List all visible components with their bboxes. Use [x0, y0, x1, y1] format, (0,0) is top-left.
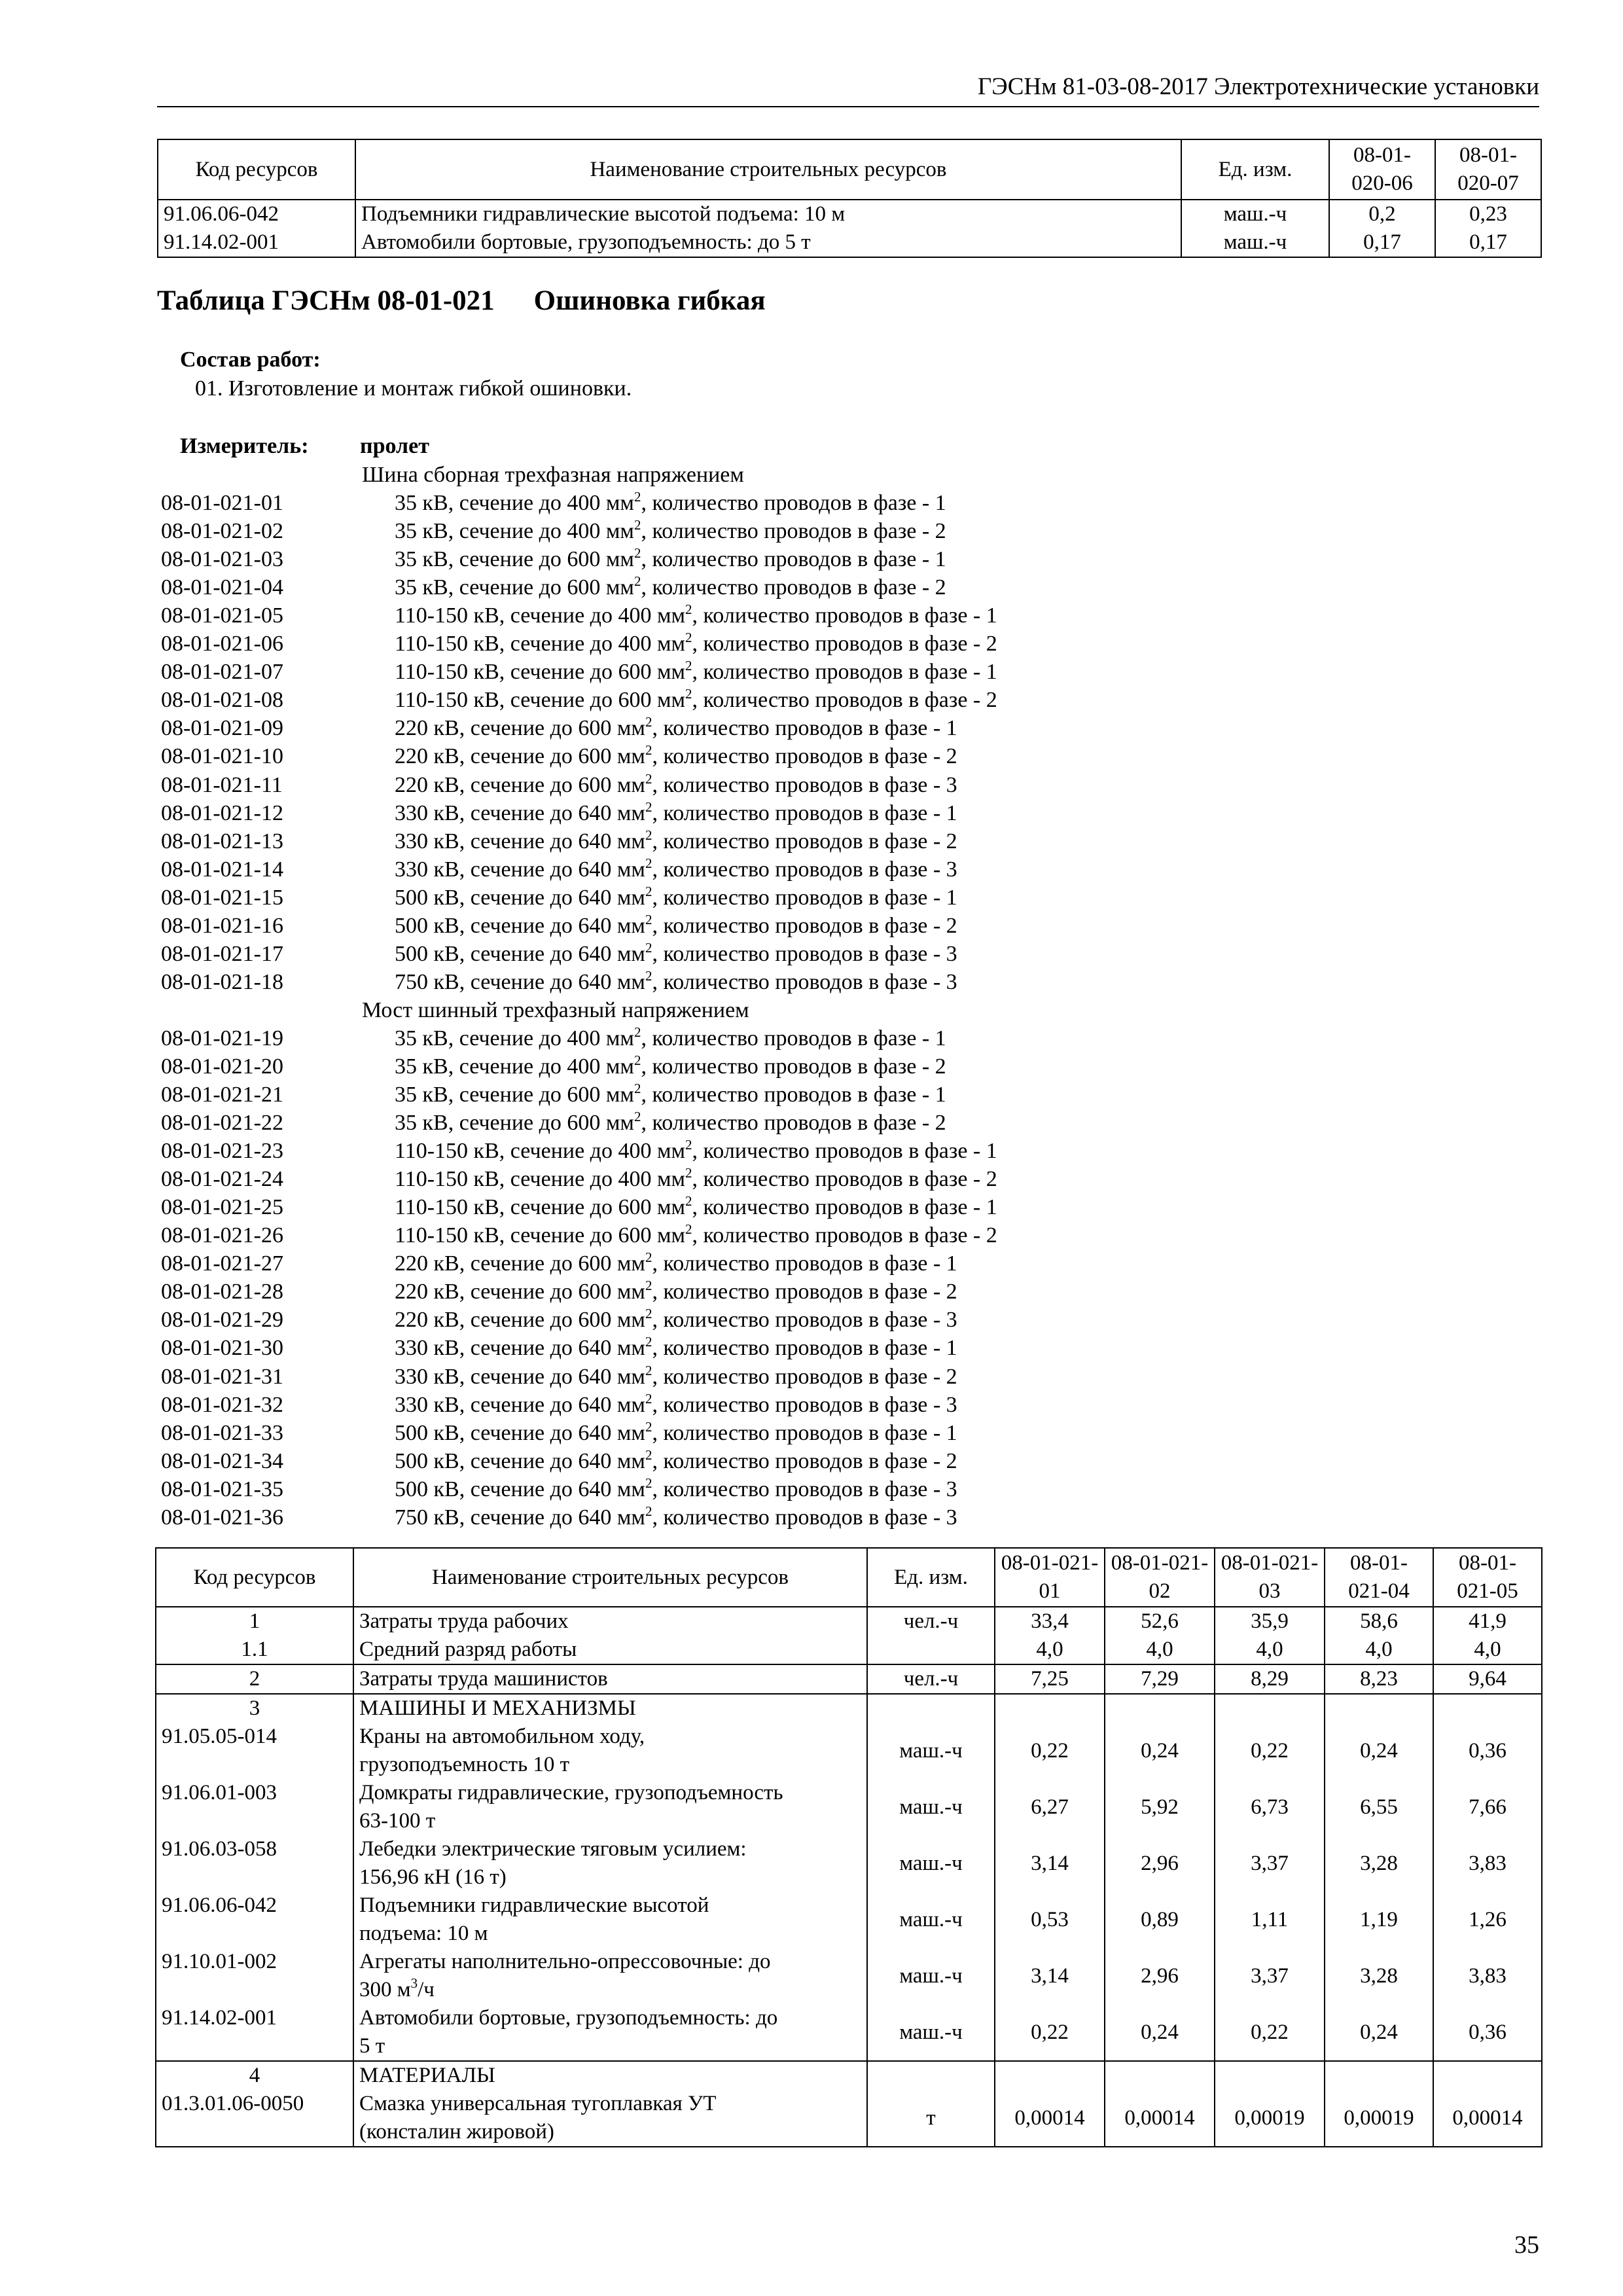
- list-item: [161, 1363, 1535, 1391]
- list-item: [161, 1052, 1535, 1081]
- resource-code: 91.06.03-058: [156, 1835, 353, 1892]
- resource-name: Лебедки электрические тяговым усилием: 156,96 кН (16 т): [353, 1835, 867, 1892]
- col-header-08-01-020-07: 08-01-020-07: [1435, 139, 1541, 200]
- list-item: [161, 1165, 1535, 1193]
- resource-unit: чел.-ч: [867, 1607, 995, 1636]
- value-cell: 9,64: [1433, 1664, 1542, 1694]
- resource-name: Домкраты гидравлические, грузоподъемность 63-100 т: [353, 1779, 867, 1835]
- list-item: [161, 517, 1535, 545]
- list-item: [161, 799, 1535, 827]
- value-cell: 58,6: [1325, 1607, 1433, 1636]
- list-item: [161, 714, 1535, 742]
- resource-code: 1.1: [156, 1636, 353, 1664]
- value-cell: 0,22: [1215, 1723, 1325, 1779]
- page-number: 35: [1514, 2231, 1539, 2259]
- value-cell: 5,92: [1105, 1779, 1215, 1835]
- table-row: [156, 1723, 1542, 1779]
- table-row: [158, 200, 1541, 228]
- norm-code: 08-01-021-15: [161, 885, 283, 910]
- value-cell: 3,28: [1325, 1948, 1433, 2004]
- list-item: [161, 912, 1535, 940]
- list-item: [161, 601, 1535, 630]
- norm-description: 750 кВ, сечение до 640 $мм^2$, количество проводов в фазе - 3: [395, 967, 957, 994]
- norm-code: 08-01-021-32: [161, 1392, 283, 1417]
- norm-description: 500 кВ, сечение до 640 $мм^2$, количество проводов в фазе - 2: [395, 1446, 957, 1473]
- resource-name: Автомобили бортовые, грузоподъемность: до 5 т: [353, 2004, 867, 2061]
- norm-code: 08-01-021-13: [161, 829, 283, 853]
- value-cell: 0,00014: [1433, 2090, 1542, 2147]
- list-item: [161, 1391, 1535, 1419]
- list-item: [161, 1419, 1535, 1447]
- resource-unit: маш.-ч: [867, 2004, 995, 2061]
- norm-code: 08-01-021-27: [161, 1251, 283, 1276]
- value-cell: 0,17: [1435, 228, 1541, 257]
- list-item: [161, 1193, 1535, 1221]
- value-cell: 33,4: [995, 1607, 1105, 1636]
- list-item: [161, 940, 1535, 968]
- norm-description: 330 кВ, сечение до 640 $мм^2$, количество проводов в фазе - 1: [395, 798, 957, 825]
- resource-unit: т: [867, 2090, 995, 2147]
- value-cell: 4,0: [1325, 1636, 1433, 1664]
- norm-description: 330 кВ, сечение до 640 $мм^2$, количество проводов в фазе - 2: [395, 1362, 957, 1389]
- value-cell: 3,83: [1433, 1948, 1542, 2004]
- value-cell: 0,2: [1329, 200, 1435, 228]
- list-item: [161, 489, 1535, 517]
- resource-unit: [867, 1636, 995, 1664]
- value-cell: 6,27: [995, 1779, 1105, 1835]
- group-title-text: Шина сборная трехфазная напряжением: [362, 463, 744, 487]
- resource-code: 91.06.06-042: [156, 1892, 353, 1948]
- norm-code: 08-01-021-04: [161, 575, 283, 600]
- norm-description: 35 кВ, сечение до 400 $мм^2$, количество проводов в фазе - 2: [395, 1052, 946, 1079]
- norm-code: 08-01-021-05: [161, 603, 283, 628]
- value-cell: 0,89: [1105, 1892, 1215, 1948]
- list-item: [161, 771, 1535, 799]
- norm-code: 08-01-021-09: [161, 716, 283, 741]
- value-cell: 4,0: [1105, 1636, 1215, 1664]
- value-cell: 3,28: [1325, 1835, 1433, 1892]
- list-item: [161, 1278, 1535, 1306]
- section-code: 4: [156, 2061, 353, 2090]
- resource-name: Агрегаты наполнительно-опрессовочные: до 300 $м^3/ч$: [353, 1948, 867, 2004]
- norm-code: 08-01-021-35: [161, 1477, 283, 1501]
- value-cell: 3,37: [1215, 1835, 1325, 1892]
- value-cell: 1,19: [1325, 1892, 1433, 1948]
- norm-code: 08-01-021-25: [161, 1195, 283, 1220]
- resource-code: 91.06.06-042: [158, 200, 355, 228]
- value-cell: 0,24: [1325, 1723, 1433, 1779]
- list-item: [161, 1137, 1535, 1165]
- value-cell: 3,83: [1433, 1835, 1542, 1892]
- value-cell: 4,0: [1215, 1636, 1325, 1664]
- norm-code: 08-01-021-08: [161, 688, 283, 713]
- col-header-08-01-021-04: 08-01-021-04: [1325, 1548, 1433, 1607]
- value-cell: 41,9: [1433, 1607, 1542, 1636]
- resource-name: Затраты труда рабочих: [353, 1607, 867, 1636]
- norm-code: 08-01-021-20: [161, 1054, 283, 1079]
- table-row: [156, 2004, 1542, 2061]
- norm-code: 08-01-021-24: [161, 1167, 283, 1192]
- main-resources-table: [155, 1547, 1543, 2147]
- list-item: [161, 1306, 1535, 1334]
- norm-code: 08-01-021-01: [161, 491, 283, 516]
- resource-code: 01.3.01.06-0050: [156, 2090, 353, 2147]
- value-cell: 0,22: [995, 1723, 1105, 1779]
- list-item: [161, 1475, 1535, 1503]
- col-header-unit: Ед. изм.: [1181, 139, 1329, 200]
- resource-name: Подъемники гидравлические высотой подъема: 10 м: [353, 1892, 867, 1948]
- norm-code: 08-01-021-17: [161, 941, 283, 966]
- norm-description: 110-150 кВ, сечение до 600 $мм^2$, количество проводов в фазе - 2: [395, 686, 997, 713]
- value-cell: 0,24: [1325, 2004, 1433, 2061]
- norm-description: 330 кВ, сечение до 640 $мм^2$, количество проводов в фазе - 1: [395, 1334, 957, 1361]
- table-row: [156, 1892, 1542, 1948]
- resource-code: 91.10.01-002: [156, 1948, 353, 2004]
- meter-value: пролет: [360, 434, 429, 458]
- value-cell: 0,24: [1105, 2004, 1215, 2061]
- norm-code: 08-01-021-10: [161, 744, 283, 769]
- norm-description: 35 кВ, сечение до 400 $мм^2$, количество проводов в фазе - 1: [395, 489, 946, 516]
- value-cell: 52,6: [1105, 1607, 1215, 1636]
- value-cell: 7,25: [995, 1664, 1105, 1694]
- norm-description: 220 кВ, сечение до 600 $мм^2$, количество проводов в фазе - 3: [395, 1306, 957, 1333]
- norm-code: 08-01-021-02: [161, 519, 283, 544]
- table-row: [156, 1664, 1542, 1694]
- section-row: [156, 2061, 1542, 2090]
- group-title: [161, 996, 1535, 1024]
- value-cell: 0,00014: [995, 2090, 1105, 2147]
- value-cell: 0,24: [1105, 1723, 1215, 1779]
- norm-code: 08-01-021-30: [161, 1336, 283, 1361]
- norm-description: 500 кВ, сечение до 640 $мм^2$, количество проводов в фазе - 1: [395, 1418, 957, 1445]
- col-header-08-01-021-01: 08-01-021-01: [995, 1548, 1105, 1607]
- list-item: [161, 1081, 1535, 1109]
- list-item: [161, 884, 1535, 912]
- value-cell: 0,36: [1433, 2004, 1542, 2061]
- value-cell: 6,73: [1215, 1779, 1325, 1835]
- norm-items-list: [161, 461, 1535, 1532]
- norm-description: 220 кВ, сечение до 600 $мм^2$, количество проводов в фазе - 2: [395, 1278, 957, 1304]
- value-cell: 0,36: [1433, 1723, 1542, 1779]
- list-item: [161, 545, 1535, 573]
- resource-code: 91.14.02-001: [156, 2004, 353, 2061]
- value-cell: 0,22: [995, 2004, 1105, 2061]
- list-item: [161, 968, 1535, 996]
- norm-code: 08-01-021-29: [161, 1308, 283, 1333]
- value-cell: 2,96: [1105, 1835, 1215, 1892]
- norm-code: 08-01-021-14: [161, 857, 283, 882]
- resource-code: 91.05.05-014: [156, 1723, 353, 1779]
- col-header-name: Наименование строительных ресурсов: [353, 1548, 867, 1607]
- norm-code: 08-01-021-31: [161, 1364, 283, 1389]
- norm-code: 08-01-021-11: [161, 772, 283, 797]
- value-cell: 0,23: [1435, 200, 1541, 228]
- list-item: [161, 742, 1535, 770]
- resource-name: Краны на автомобильном ходу, грузоподъемность 10 т: [353, 1723, 867, 1779]
- norm-description: 500 кВ, сечение до 640 $мм^2$, количество проводов в фазе - 3: [395, 1475, 957, 1501]
- norm-code: 08-01-021-33: [161, 1420, 283, 1445]
- list-item: [161, 1221, 1535, 1249]
- value-cell: 35,9: [1215, 1607, 1325, 1636]
- resource-unit: маш.-ч: [867, 1948, 995, 2004]
- list-item: [161, 855, 1535, 884]
- list-item: [161, 1024, 1535, 1052]
- resource-unit: маш.-ч: [867, 1835, 995, 1892]
- resource-unit: маш.-ч: [867, 1779, 995, 1835]
- norm-code: 08-01-021-23: [161, 1139, 283, 1164]
- norm-description: 500 кВ, сечение до 640 $мм^2$, количество проводов в фазе - 3: [395, 939, 957, 966]
- norm-description: 330 кВ, сечение до 640 $мм^2$, количество проводов в фазе - 3: [395, 1390, 957, 1417]
- table-row: [156, 1636, 1542, 1664]
- group-title-text: Мост шинный трехфазный напряжением: [362, 997, 749, 1022]
- norm-description: 35 кВ, сечение до 600 $мм^2$, количество проводов в фазе - 2: [395, 1109, 946, 1136]
- resource-name: Средний разряд работы: [353, 1636, 867, 1664]
- col-header-unit: Ед. изм.: [867, 1548, 995, 1607]
- col-header-code: Код ресурсов: [156, 1548, 353, 1607]
- col-header-08-01-021-03: 08-01-021-03: [1215, 1548, 1325, 1607]
- value-cell: 1,26: [1433, 1892, 1542, 1948]
- norm-description: 110-150 кВ, сечение до 400 $мм^2$, количество проводов в фазе - 1: [395, 601, 997, 628]
- section-code: 3: [156, 1694, 353, 1723]
- meter: [180, 432, 429, 461]
- resource-code: 91.06.01-003: [156, 1779, 353, 1835]
- value-cell: 0,00019: [1325, 2090, 1433, 2147]
- table-row: [156, 2090, 1542, 2147]
- norm-description: 110-150 кВ, сечение до 600 $мм^2$, количество проводов в фазе - 1: [395, 1193, 997, 1220]
- resource-unit: чел.-ч: [867, 1664, 995, 1694]
- norm-description: 35 кВ, сечение до 400 $мм^2$, количество проводов в фазе - 1: [395, 1024, 946, 1050]
- top-resources-table: [157, 139, 1542, 258]
- value-cell: 0,00019: [1215, 2090, 1325, 2147]
- value-cell: 0,22: [1215, 2004, 1325, 2061]
- page-header: ГЭСНм 81-03-08-2017 Электротехнические установки: [157, 71, 1539, 107]
- value-cell: 0,00014: [1105, 2090, 1215, 2147]
- section-title: МАШИНЫ И МЕХАНИЗМЫ: [353, 1694, 867, 1723]
- table-row: [156, 1835, 1542, 1892]
- works-item: 01. Изготовление и монтаж гибкой ошиновки.: [195, 376, 632, 401]
- norm-description: 330 кВ, сечение до 640 $мм^2$, количество проводов в фазе - 3: [395, 855, 957, 882]
- norm-code: 08-01-021-34: [161, 1448, 283, 1473]
- norm-description: 110-150 кВ, сечение до 600 $мм^2$, количество проводов в фазе - 1: [395, 658, 997, 685]
- col-header-08-01-020-06: 08-01-020-06: [1329, 139, 1435, 200]
- resource-code: 2: [156, 1664, 353, 1694]
- norm-description: 750 кВ, сечение до 640 $мм^2$, количество проводов в фазе - 3: [395, 1503, 957, 1530]
- list-item: [161, 1334, 1535, 1362]
- table-row: [156, 1948, 1542, 2004]
- value-cell: 1,11: [1215, 1892, 1325, 1948]
- table-name: Ошиновка гибкая: [533, 285, 766, 316]
- section-row: [156, 1694, 1542, 1723]
- norm-code: 08-01-021-18: [161, 969, 283, 994]
- resource-code: 1: [156, 1607, 353, 1636]
- section-title: МАТЕРИАЛЫ: [353, 2061, 867, 2090]
- list-item: [161, 658, 1535, 686]
- resource-name: Автомобили бортовые, грузоподъемность: до 5 т: [355, 228, 1181, 257]
- resource-code: 91.14.02-001: [158, 228, 355, 257]
- norm-code: 08-01-021-36: [161, 1505, 283, 1530]
- norm-code: 08-01-021-28: [161, 1280, 283, 1304]
- norm-description: 35 кВ, сечение до 600 $мм^2$, количество проводов в фазе - 1: [395, 545, 946, 572]
- value-cell: 3,14: [995, 1835, 1105, 1892]
- norm-description: 220 кВ, сечение до 600 $мм^2$, количество проводов в фазе - 1: [395, 714, 957, 741]
- resource-name: Смазка универсальная тугоплавкая УТ (консталин жировой): [353, 2090, 867, 2147]
- resource-unit: маш.-ч: [867, 1723, 995, 1779]
- list-item: [161, 1249, 1535, 1278]
- norm-description: 220 кВ, сечение до 600 $мм^2$, количество проводов в фазе - 2: [395, 742, 957, 769]
- meter-label: Измеритель:: [180, 434, 309, 458]
- norm-description: 110-150 кВ, сечение до 400 $мм^2$, количество проводов в фазе - 2: [395, 630, 997, 656]
- col-header-08-01-021-02: 08-01-021-02: [1105, 1548, 1215, 1607]
- norm-description: 110-150 кВ, сечение до 600 $мм^2$, количество проводов в фазе - 2: [395, 1221, 997, 1248]
- value-cell: 6,55: [1325, 1779, 1433, 1835]
- list-item: [161, 827, 1535, 855]
- list-item: [161, 686, 1535, 714]
- resource-name: Затраты труда машинистов: [353, 1664, 867, 1694]
- norm-description: 35 кВ, сечение до 400 $мм^2$, количество проводов в фазе - 2: [395, 517, 946, 544]
- table-number: Таблица ГЭСНм 08-01-021: [157, 285, 495, 316]
- norm-description: 35 кВ, сечение до 600 $мм^2$, количество проводов в фазе - 2: [395, 573, 946, 600]
- norm-description: 220 кВ, сечение до 600 $мм^2$, количество проводов в фазе - 1: [395, 1249, 957, 1276]
- list-item: [161, 1503, 1535, 1532]
- norm-description: 330 кВ, сечение до 640 $мм^2$, количество проводов в фазе - 2: [395, 827, 957, 853]
- list-item: [161, 630, 1535, 658]
- table-row: [158, 228, 1541, 257]
- col-header-name: Наименование строительных ресурсов: [355, 139, 1181, 200]
- norm-description: 220 кВ, сечение до 600 $мм^2$, количество проводов в фазе - 3: [395, 770, 957, 797]
- value-cell: 7,29: [1105, 1664, 1215, 1694]
- value-cell: 2,96: [1105, 1948, 1215, 2004]
- norm-code: 08-01-021-26: [161, 1223, 283, 1248]
- norm-code: 08-01-021-21: [161, 1083, 283, 1107]
- norm-code: 08-01-021-03: [161, 547, 283, 572]
- norm-code: 08-01-021-06: [161, 632, 283, 656]
- norm-description: 500 кВ, сечение до 640 $мм^2$, количество проводов в фазе - 1: [395, 883, 957, 910]
- resource-unit: маш.-ч: [867, 1892, 995, 1948]
- value-cell: 3,14: [995, 1948, 1105, 2004]
- norm-description: 500 кВ, сечение до 640 $мм^2$, количество проводов в фазе - 2: [395, 911, 957, 938]
- group-title: [161, 461, 1535, 489]
- resource-name: Подъемники гидравлические высотой подъема: 10 м: [355, 200, 1181, 228]
- value-cell: 8,23: [1325, 1664, 1433, 1694]
- resource-unit: маш.-ч: [1181, 200, 1329, 228]
- table-row: [156, 1607, 1542, 1636]
- value-cell: 0,17: [1329, 228, 1435, 257]
- col-header-code: Код ресурсов: [158, 139, 355, 200]
- value-cell: 4,0: [995, 1636, 1105, 1664]
- list-item: [161, 573, 1535, 601]
- table-row: [156, 1779, 1542, 1835]
- value-cell: 3,37: [1215, 1948, 1325, 2004]
- col-header-08-01-021-05: 08-01-021-05: [1433, 1548, 1542, 1607]
- works-label: Состав работ:: [180, 348, 321, 372]
- table-title: [157, 283, 766, 319]
- norm-description: 110-150 кВ, сечение до 400 $мм^2$, количество проводов в фазе - 2: [395, 1165, 997, 1192]
- norm-description: 35 кВ, сечение до 600 $мм^2$, количество проводов в фазе - 1: [395, 1081, 946, 1107]
- norm-code: 08-01-021-19: [161, 1026, 283, 1050]
- value-cell: 7,66: [1433, 1779, 1542, 1835]
- value-cell: 8,29: [1215, 1664, 1325, 1694]
- norm-code: 08-01-021-22: [161, 1111, 283, 1136]
- norm-code: 08-01-021-07: [161, 660, 283, 685]
- norm-code: 08-01-021-16: [161, 913, 283, 938]
- norm-code: 08-01-021-12: [161, 800, 283, 825]
- value-cell: 0,53: [995, 1892, 1105, 1948]
- norm-description: 110-150 кВ, сечение до 400 $мм^2$, количество проводов в фазе - 1: [395, 1137, 997, 1164]
- list-item: [161, 1447, 1535, 1475]
- value-cell: 4,0: [1433, 1636, 1542, 1664]
- list-item: [161, 1109, 1535, 1137]
- resource-unit: маш.-ч: [1181, 228, 1329, 257]
